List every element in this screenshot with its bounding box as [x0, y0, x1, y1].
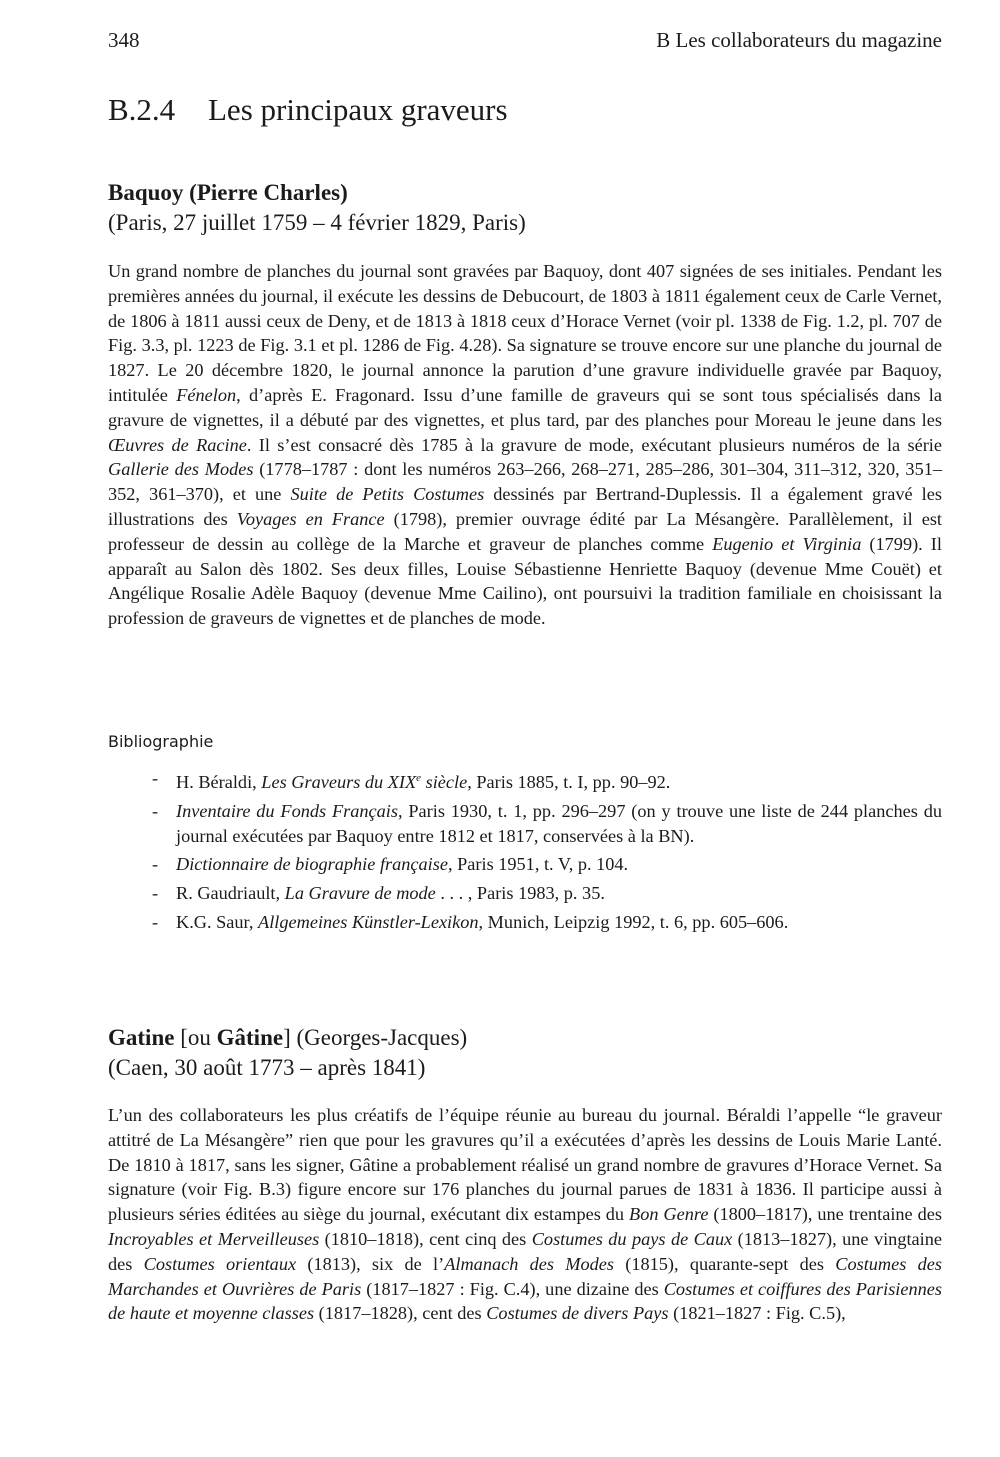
- bibliography-item: - Inventaire du Fonds Français, Paris 1930, t. 1, pp. 296–297 (on y trouve une liste de 244 planches du journal exécutées par Baquoy entre 1812 et 1817, conservées à la BN).: [152, 800, 942, 846]
- entry-dates: (Caen, 30 août 1773 – après 1841): [108, 1055, 426, 1080]
- entry-body: L’un des collaborateurs les plus créatifs de l’équipe réunie au bureau du journal. Béraldi l’appelle “le graveur attitré de La Mésangère” rien que pour les gravures qu’il a exécutées d’après les dessins de Louis Marie Lanté. De 1810 à 1817, sans les signer, Gâtine a probablement réalisé un grand nombre de gravures d’Horace Vernet. Sa signature (voir Fig. B.3) figure encore sur 176 planches du journal parues de 1831 à 1836. Il participe aussi à plusieurs séries éditées au siège du journal, exécutant dix estampes du Bon Genre (1800–1817), une trentaine des Incroyables et Merveilleuses (1810–1818), cent cinq des Costumes du pays de Caux (1813–1827), une vingtaine des Costumes orientaux (1813), six de l’Almanach des Modes (1815), quarante-sept des Costumes des Marchandes et Ouvrières de Paris (1817–1827 : Fig. C.4), une dizaine des Costumes et coiffures des Parisiennes de haute et moyenne classes (1817–1828), cent des Costumes de divers Pays (1821–1827 : Fig. C.5),: [108, 1105, 943, 1324]
- section-title-text: Les principaux graveurs: [208, 92, 508, 127]
- bibliography-heading: Bibliographie: [108, 732, 214, 751]
- entry-heading-baquoy: [108, 180, 526, 236]
- entry-body: Un grand nombre de planches du journal sont gravées par Baquoy, dont 407 signées de ses initiales. Pendant les premières années du journal, il exécute les dessins de Debucourt, de 1803 à 1811 également ceux de Carle Vernet, de 1806 à 1811 aussi ceux de Deny, et de 1813 à 1818 ceux d’Horace Vernet (voir pl. 1338 de Fig. 1.2, pl. 707 de Fig. 3.3, pl. 1223 de Fig. 3.1 et pl. 1286 de Fig. 4.28). Sa signature se trouve encore sur une planche du journal de 1827. Le 20 décembre 1820, le journal annonce la parution d’une gravure individuelle gravée par Baquoy, intitulée Fénelon, d’après E. Fragonard. Issu d’une famille de graveurs qui se sont tous spécialisés dans la gravure de vignettes, il a débuté par des vignettes, et plus tard, par des planches pour Moreau le jeune dans les Œuvres de Racine. Il s’est consacré dès 1785 à la gravure de mode, exécutant plusieurs numéros de la série Gallerie des Modes (1778–1787 : dont les numéros 263–266, 268–271, 285–286, 301–304, 311–312, 320, 351–352, 361–370), et une Suite de Petits Costumes dessinés par Bertrand-Duplessis. Il a également gravé les illustrations des Voyages en France (1798), premier ouvrage édité par La Mésangère. Parallèlement, il est professeur de dessin au collège de la Marche et graveur de planches comme Eugenio et Virginia (1799). Il apparaît au Salon dès 1802. Ses deux filles, Louise Sébastienne Henriette Baquoy (devenue Mme Couët) et Angélique Rosalie Adèle Baquoy (devenue Mme Cailino), ont poursuivi la tradition familiale en choisissant la profession de graveurs de vignettes et de planches de mode.: [108, 261, 943, 629]
- entry-dates: (Paris, 27 juillet 1759 – 4 février 1829, Paris): [108, 210, 526, 235]
- section-title: [108, 92, 508, 128]
- bibliography-item: - Dictionnaire de biographie française, Paris 1951, t. V, p. 104.: [152, 854, 629, 875]
- document-page: [108, 0, 942, 1457]
- entry-name: Baquoy (Pierre Charles): [108, 180, 348, 205]
- section-number: B.2.4: [108, 92, 176, 127]
- page-number: 348: [108, 28, 140, 52]
- entry-name: Gatine [ou Gâtine] (Georges-Jacques): [108, 1025, 468, 1050]
- bibliography-list: [152, 766, 942, 939]
- bibliography-item: - K.G. Saur, Allgemeines Künstler-Lexikon, Munich, Leipzig 1992, t. 6, pp. 605–606.: [152, 912, 789, 933]
- bibliography-item: - H. Béraldi, Les Graveurs du XIXe siècle, Paris 1885, t. I, pp. 90–92.: [152, 768, 671, 793]
- running-header: [108, 28, 942, 58]
- running-title: B Les collaborateurs du magazine: [656, 28, 942, 52]
- bibliography-item: - R. Gaudriault, La Gravure de mode . . . , Paris 1983, p. 35.: [152, 883, 605, 904]
- entry-heading-gatine: [108, 1025, 467, 1081]
